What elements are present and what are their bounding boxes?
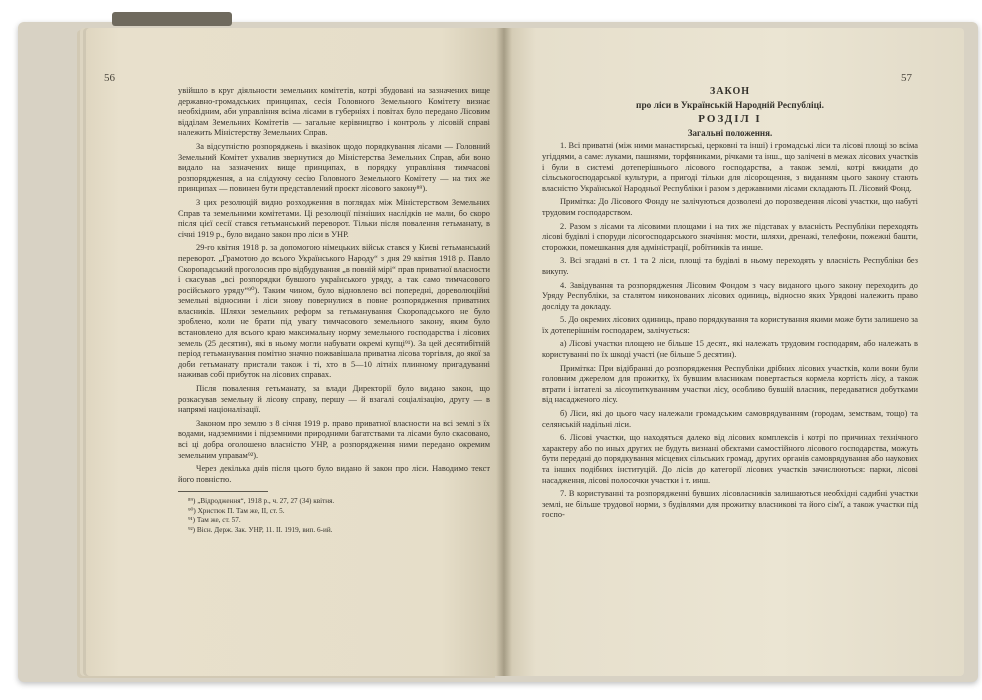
book-gutter bbox=[496, 28, 512, 676]
footnote-92: ⁹²) Вісн. Держ. Зак. УНР, 11. II. 1919, вип. 6-ий. bbox=[188, 525, 333, 534]
article-1: 1. Всі приватні (між ними манастирські, церковні та інші) і громадські ліси та лісові площі зо всіма угіддями, а саме: луками, пашнями, торфяниками, річками та інш., що залічені в межах лісових участків і були в системі дотеперішнього лісового господарства, а також землі, котрі вжидати до сільськогосподарської культури, а пригоді тільки для лісорощення, з виданням цього закону стають власністю Української Народньої Республіки і разом з державними лісами складають П. Лісовий Фонд. bbox=[542, 141, 918, 193]
footnote-divider bbox=[178, 491, 268, 495]
article-7: 7. В користуванні та розпорядженні бувших лісовласників залишаються необхідні садибні участки землі, не більше трудової норми, з будівлями для прожитку власникові та його сім'ї, а також участки під госпо- bbox=[542, 489, 918, 520]
left-paragraph-3: З цих резолюцій видно розходження в поглядах між Міністерством Земельних Справ та земельними комітетами. Ці резолюції пізніших наслідків не мали, бо скоро після цієї сесії стався гетьманський переворот. Тільки після повалення гетьманату, в січні 1919 р., було видано закон про ліси в УНР. bbox=[178, 197, 490, 239]
article-5a: а) Лісові участки площею не більше 15 десят., які належать трудовим господарям, або належать в користуванні по їх шкоді участі (не більше 5 десятин). bbox=[542, 339, 918, 360]
footnote-90: ⁹⁰) Христюк П. Там же, ІІ, ст. 5. bbox=[188, 506, 285, 515]
law-subheading: про ліси в Українській Народній Республіці. bbox=[636, 100, 824, 111]
left-paragraph-5: Після повалення гетьманату, за влади Директорії було видано закон, що розкасував земельну й лісову справу, першу — й взагалі соціалізацію, другу — в напрямі націоналізації. bbox=[178, 384, 490, 415]
law-heading: ЗАКОН bbox=[709, 86, 751, 97]
left-paragraph-1: увійшло в круг діяльности земельних комітетів, котрі збудовані на зазначених вище державно-громадських принципах, сесія Головного Земельного Комітету визнає необхідним, аби управління всіма лісами в губерніях і повітах було передано Лісовим відділам Земельних Комітетів — загальне керівництво і контроль у лісовій справі належить Міністерству Земельних Справ. bbox=[178, 86, 490, 138]
right-page bbox=[504, 28, 964, 676]
footnote-91: ⁹¹) Там же, ст. 57. bbox=[188, 516, 241, 525]
footnote-89: ⁸⁹) „Відродження“, 1918 р., ч. 27, 27 (34) квітня. bbox=[188, 497, 335, 506]
article-4: 4. Завідування та розпорядження Лісовим Фондом з часу виданого цього закону переходить до Уряду Республіки, за сталятом никонованих лісових одиниць, відносно яких Урядові належить право досліду та докладу. bbox=[542, 280, 918, 311]
section-heading: РОЗДІЛ І bbox=[698, 113, 762, 126]
right-page-body bbox=[542, 86, 918, 524]
left-page-body bbox=[178, 86, 490, 535]
article-6: 6. Лісові участки, що находяться далеко від лісових комплексів і котрі по причинах технічного характеру або по иных других не будуть визнані обєктами самостійного лісового господарства, можуть бути передані до порядкування місцевих сільських громад, других органів самоврядування або наукових та інших подібних інституцій. До лісів до категорії лісових участків зачислюються: парки, лісові насадження, лісові полосочки участки і т. инш. bbox=[542, 433, 918, 485]
left-paragraph-2: За відсутністю розпоряджень і вказівок щодо порядкування лісами — Головний Земельний Комітет ухвалив звернутися до Міністерства Земельних Справ, аби воно видало на зазначених вище принципах, в порядку управління тимчасові розпорядження, а на слідуючу сесію Головного Земельного Комітету — на тих же принципах — повинен бути представлений проєкт лісового закону⁸⁹). bbox=[178, 141, 490, 194]
article-5b: б) Ліси, які до цього часу належали громадським самоврядуванням (городам, земствам, тощо) та селянській надільні ліси. bbox=[542, 409, 918, 429]
article-5: 5. До окремих лісових одиниць, право порядкування та користування якими може бути залишено за їх дотеперішнім господарем, залічується: bbox=[542, 315, 918, 335]
left-page bbox=[86, 28, 504, 676]
right-page-number: 57 bbox=[901, 72, 912, 84]
book-spine bbox=[112, 12, 232, 26]
footnotes bbox=[178, 497, 490, 535]
left-paragraph-4: 29-го квітня 1918 р. за допомогою німецьких військ стався у Києві гетьманський переворот. „Грамотою до всього Українського Народу“ з дня 29 квітня 1918 р. Павло Скоропадський проголосив про відбудування „в повній мірі“ прав приватної власности і скасував „всі розпорядки бувшого українського уряду, а так само тимчасового російського уряду“⁹⁰). Таким чином, було відновлено всі попередні, дореволюційні земельні відносини і ліси знову повернулися в повне розпорядження приватних власників. Шляхи земельних реформ за гетьманування Скоропадського не було зроблено, коли не брати під увагу тимчасового земельного закону, яким було встановлено для всього краю максимальну норму земельного господарства і лісових земель (25 десятин), які в ньому могли набувати окремі купці⁹¹). За цей десятибітній період гетьманування помітно значно пожвавішала приватна лісова торгівля, до якої за доби гетьманату пристали також і ті, хто в 5—10 літніх плинному пригадуванні наживав собі прибуток на лісових справах. bbox=[178, 243, 490, 380]
article-3: 3. Всі згадані в ст. 1 та 2 ліси, площі та будівлі в ньому переходять у власність Республіки без викупу. bbox=[542, 256, 918, 276]
section-subheading: Загальні положення. bbox=[687, 127, 773, 138]
note-1: Примітка: До Лісового Фонду не залічуються дозволені до порозведення лісові участки, що набуті трудовим господарством. bbox=[542, 197, 918, 217]
note-2: Примітка: При відібранні до розпорядження Республіки дрібних лісових участків, коли вони були головним джерелом для прожитку, їх бувшим власникам повертається кормела кортість лісу, а також втрати і інтателі за лісоупиткуванням участки лісу, особливо бувшій власник, передаватися добутками від насадженого лісу. bbox=[542, 363, 918, 405]
left-paragraph-6: Законом про землю з 8 січня 1919 р. право приватної власности на всі землі з їх водами, надземними і підземними природними багатствами та лісами було скасовано, всі ці добра оголошено власністю УНР, а розпорядження ними передано окремим земельним управам⁹²). bbox=[178, 418, 490, 460]
left-page-number: 56 bbox=[104, 72, 115, 84]
left-paragraph-7: Через декілька днів після цього було видано й закон про ліси. Наводимо текст його повністю. bbox=[178, 464, 490, 484]
article-2: 2. Разом з лісами та лісовими площами і на тих же підставах у власність Республіки переходять лісові будівлі і споруди лісогосподарського значіння: мости, шляхи, дренажі, телефони, пожежні башти, сторожки, помешкання для адміністрації, робітників та инше. bbox=[542, 221, 918, 252]
